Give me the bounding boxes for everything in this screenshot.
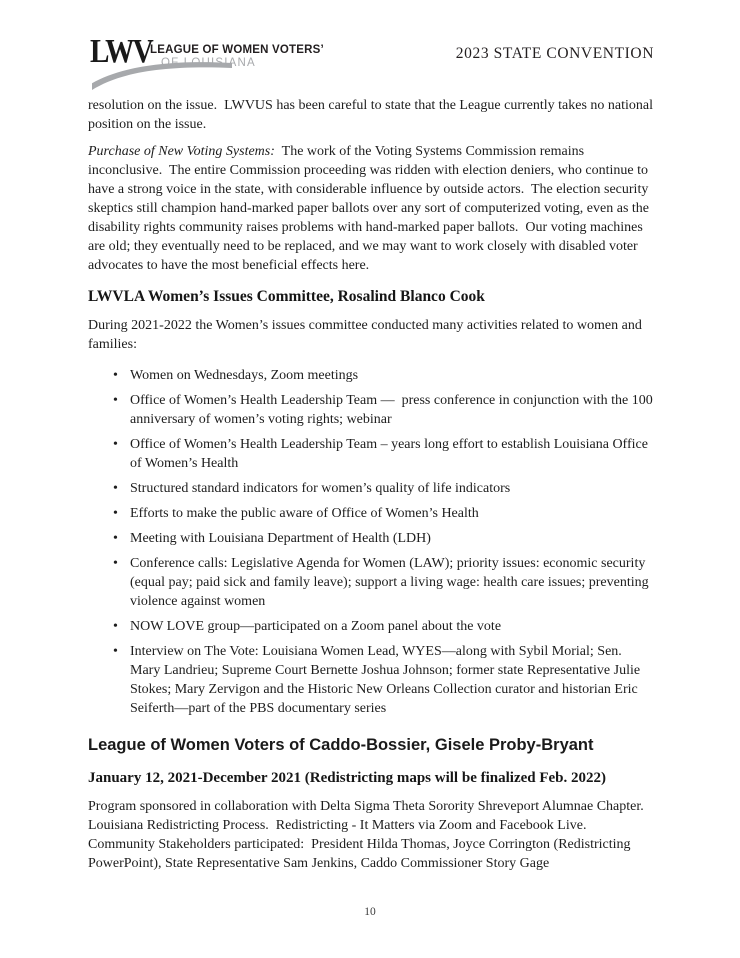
womens-activities-list: [88, 366, 657, 718]
paragraph-womens-intro: During 2021-2022 the Women’s issues committee conducted many activities related to women and families:: [88, 318, 646, 352]
list-item: • Conference calls: Legislative Agenda for Women (LAW); priority issues: economic security (equal pay; paid sick and family leave); support a living wage: health care issues; preventing violence against women: [88, 554, 654, 611]
logo-org-line1: LEAGUE OF WOMEN VOTERS’: [150, 44, 324, 56]
list-item: • Structured standard indicators for women’s quality of life indicators: [88, 479, 654, 498]
voting-systems-body: The work of the Voting Systems Commission remains inconclusive. The entire Commission proceeding was ridden with election deniers, who continue to have a strong voice in the state, with considerable influence by outside actors. The election security skeptics still champion hand-marked paper ballots over any sort of computerized voting, even as the disability rights community raises problems with hand-marked paper ballots. Our voting machines are old; they eventually need to be replaced, and we may want to work closely with disabled voter advocates to have the most beneficial effects here.: [88, 144, 653, 273]
list-item: • Office of Women’s Health Leadership Team — press conference in conjunction with the 100 anniversary of women’s voting rights; webinar: [88, 391, 654, 429]
list-item: • Women on Wednesdays, Zoom meetings: [88, 366, 654, 385]
lwv-logo-acronym: LWV: [90, 33, 153, 70]
subheading-redistricting-dates: January 12, 2021-December 2021 (Redistricting maps will be finalized Feb. 2022): [88, 770, 607, 786]
list-item: • Interview on The Vote: Louisiana Women Lead, WYES—along with Sybil Morial; Sen. Mary Landrieu; Supreme Court Bernette Joshua Johnson; former state Representative Julie Stokes; Mary Zervigon and the Historic New Orleans Collection curator and historian Eric Seiferth—part of the PBS documentary series: [88, 642, 654, 718]
list-item: • NOW LOVE group—participated on a Zoom panel about the vote: [88, 617, 654, 636]
page-number: 10: [364, 906, 376, 918]
heading-caddo-bossier: League of Women Voters of Caddo-Bossier, Gisele Proby-Bryant: [88, 736, 594, 754]
lwv-logo: [88, 34, 338, 92]
list-item: • Meeting with Louisiana Department of Health (LDH): [88, 529, 654, 548]
logo-org-text: [150, 44, 324, 69]
page-header: [88, 34, 654, 92]
logo-org-line2: OF LOUISIANA: [161, 57, 256, 70]
convention-title: 2023 STATE CONVENTION: [455, 45, 654, 62]
voting-systems-lead: Purchase of New Voting Systems:: [88, 144, 275, 159]
heading-womens-issues-committee: LWVLA Women’s Issues Committee, Rosalind Blanco Cook: [88, 288, 485, 305]
list-item: • Efforts to make the public aware of Office of Women’s Health: [88, 504, 654, 523]
paragraph-resolution: resolution on the issue. LWVUS has been careful to state that the League currently takes no national position on the issue.: [88, 98, 657, 132]
list-item: • Office of Women’s Health Leadership Team – years long effort to establish Louisiana Office of Women’s Health: [88, 435, 654, 473]
paragraph-voting-systems: [88, 142, 654, 275]
paragraph-caddo-body: Program sponsored in collaboration with Delta Sigma Theta Sorority Shreveport Alumnae Chapter. Louisiana Redistricting Process. Redistricting - It Matters via Zoom and Facebook Live. Community Stakeholders participated: President Hilda Thomas, Joyce Corrington (Redistricting PowerPoint), State Representative Sam Jenkins, Caddo Commissioner Story Gage: [88, 799, 651, 871]
